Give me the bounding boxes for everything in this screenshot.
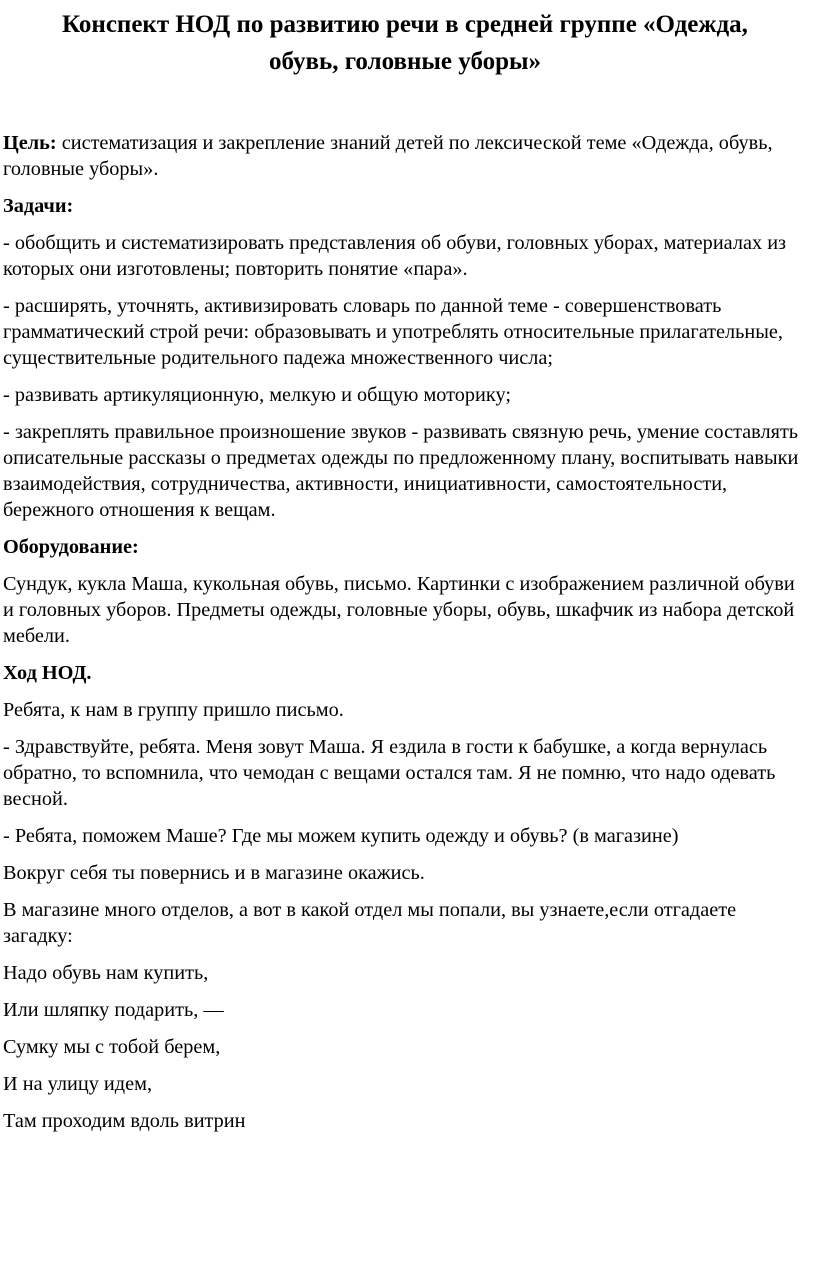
course-heading: Ход НОД.: [3, 662, 92, 684]
riddle-line-3: Сумку мы с тобой берем,: [3, 1036, 221, 1058]
title-line-2: обувь, головные уборы»: [268, 48, 542, 75]
title-line-1: Конспект НОД по развитию речи в средней группе «Одежда,: [62, 11, 748, 38]
task-item-4: - закреплять правильное произношение звуков - развивать связную речь, умение составлять описательные рассказы о предметах одежды по предложенному плану, воспитывать навыки взаимодействия, сотрудничества, активности, инициативности, самостоятельности, бережного отношения к вещам.: [3, 421, 799, 521]
course-paragraph-3: - Ребята, поможем Маше? Где мы можем купить одежду и обувь? (в магазине): [3, 825, 679, 847]
course-paragraph-2: - Здравствуйте, ребята. Меня зовут Маша. Я ездила в гости к бабушке, а когда вернулась обратно, то вспомнила, что чемодан с вещами остался там. Я не помню, что надо одевать весной.: [3, 736, 776, 810]
goal-label: Цель:: [3, 132, 57, 154]
course-paragraph-4: Вокруг себя ты повернись и в магазине окажись.: [3, 862, 425, 884]
equipment-heading: Оборудование:: [3, 536, 139, 558]
tasks-heading: Задачи:: [3, 195, 74, 217]
title-spacer: [3, 80, 807, 130]
goal-paragraph: [3, 130, 807, 182]
course-paragraph-1: Ребята, к нам в группу пришло письмо.: [3, 699, 344, 721]
task-item-3: - развивать артикуляционную, мелкую и общую моторику;: [3, 384, 511, 406]
task-item-2: - расширять, уточнять, активизировать словарь по данной теме - совершенствовать грамматический строй речи: образовывать и употреблять относительные прилагательные, существительные родительного падежа множественного числа;: [3, 295, 783, 369]
riddle-line-1: Надо обувь нам купить,: [3, 962, 209, 984]
goal-text: систематизация и закрепление знаний детей по лексической теме «Одежда, обувь, головные уборы».: [3, 132, 773, 180]
document-title: [3, 6, 807, 80]
riddle-line-4: И на улицу идем,: [3, 1073, 153, 1095]
course-paragraph-5: В магазине много отделов, а вот в какой отдел мы попали, вы узнаете,если отгадаете загадку:: [3, 899, 737, 947]
riddle-line-5: Там проходим вдоль витрин: [3, 1110, 246, 1132]
task-item-1: - обобщить и систематизировать представления об обуви, головных уборах, материалах из которых они изготовлены; повторить понятие «пара».: [3, 232, 787, 280]
riddle-line-2: Или шляпку подарить, —: [3, 999, 224, 1021]
equipment-paragraph: Сундук, кукла Маша, кукольная обувь, письмо. Картинки с изображением различной обуви и головных уборов. Предметы одежды, головные уборы, обувь, шкафчик из набора детской мебели.: [3, 573, 795, 647]
